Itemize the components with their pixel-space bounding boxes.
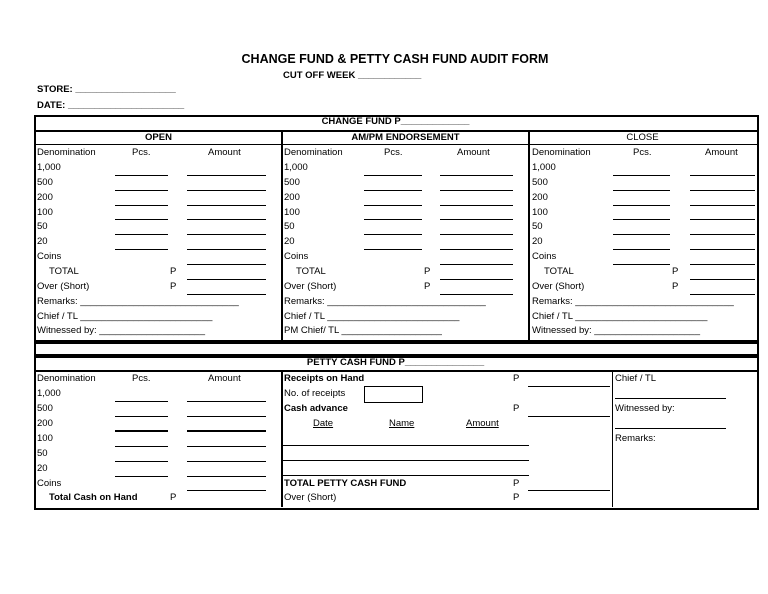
divider: [612, 371, 613, 507]
total-cash-label: Total Cash on Hand: [49, 492, 138, 503]
pcs-line[interactable]: [364, 205, 422, 206]
amount-line[interactable]: [187, 430, 266, 432]
denom-200: 200: [284, 192, 300, 203]
over-short-label: Over (Short): [37, 281, 90, 292]
col-pcs: Pcs.: [132, 373, 151, 384]
denom-1000: 1,000: [37, 388, 61, 399]
over-short-label: Over (Short): [284, 492, 337, 503]
denom-100: 100: [284, 207, 300, 218]
pcs-line[interactable]: [115, 401, 168, 402]
denom-1000: 1,000: [532, 162, 556, 173]
pcs-line[interactable]: [115, 476, 168, 477]
pcs-line[interactable]: [115, 430, 168, 432]
pcs-line[interactable]: [364, 219, 422, 220]
denom-200: 200: [37, 192, 53, 203]
amount-line[interactable]: [690, 175, 755, 176]
amount-line[interactable]: [440, 249, 513, 250]
chief-tl-field[interactable]: Chief / TL _________________________: [532, 311, 708, 322]
denom-500: 500: [284, 177, 300, 188]
amount-line[interactable]: [187, 294, 266, 295]
chief-tl-label: Chief / TL: [615, 373, 657, 384]
peso-sign: P: [672, 266, 679, 277]
pcs-line[interactable]: [613, 190, 670, 191]
witnessed-line[interactable]: [615, 428, 726, 429]
pcs-line[interactable]: [613, 205, 670, 206]
denom-coins: Coins: [284, 251, 309, 262]
denom-20: 20: [37, 236, 48, 247]
amount-line[interactable]: [187, 234, 266, 235]
divider: [34, 370, 757, 372]
col-denomination: Denomination: [532, 147, 591, 158]
amount-line[interactable]: [690, 279, 755, 280]
amount-line[interactable]: [528, 416, 610, 417]
section-title: AM/PM ENDORSEMENT: [351, 132, 460, 143]
col-pcs: Pcs.: [132, 147, 151, 158]
amount-line[interactable]: [690, 205, 755, 206]
col-amount: Amount: [457, 147, 490, 158]
amount-line[interactable]: [187, 476, 266, 477]
amount-line[interactable]: [440, 219, 513, 220]
divider: [281, 130, 283, 341]
col-date: Date: [313, 418, 334, 429]
amount-line[interactable]: [187, 249, 266, 250]
denom-50: 50: [532, 221, 543, 232]
amount-line[interactable]: [690, 249, 755, 250]
over-short-label: Over (Short): [532, 281, 585, 292]
denom-20: 20: [284, 236, 295, 247]
amount-line[interactable]: [187, 264, 266, 265]
pcs-line[interactable]: [115, 175, 168, 176]
denom-500: 500: [532, 177, 548, 188]
pm-chief-field[interactable]: PM Chief/ TL ___________________: [284, 325, 442, 336]
amount-line[interactable]: [187, 175, 266, 176]
pcs-line[interactable]: [364, 234, 422, 235]
section-title: CLOSE: [626, 132, 659, 143]
pcs-line[interactable]: [115, 249, 168, 250]
pcs-line[interactable]: [115, 416, 168, 417]
amount-line[interactable]: [440, 279, 513, 280]
pcs-line[interactable]: [115, 446, 168, 447]
denom-coins: Coins: [37, 478, 62, 489]
witnessed-field[interactable]: Witnessed by: ____________________: [532, 325, 700, 336]
denom-200: 200: [532, 192, 548, 203]
no-of-receipts-label: No. of receipts: [284, 388, 346, 399]
remarks-field[interactable]: Remarks: ______________________________: [284, 296, 486, 307]
peso-sign: P: [424, 266, 431, 277]
col-denomination: Denomination: [37, 147, 96, 158]
receipts-on-hand-label: Receipts on Hand: [284, 373, 365, 384]
cutoff-week: CUT OFF WEEK ____________: [283, 70, 422, 81]
peso-sign: P: [170, 281, 177, 292]
denom-50: 50: [284, 221, 295, 232]
amount-line[interactable]: [690, 294, 755, 295]
amount-line[interactable]: [690, 234, 755, 235]
amount-line[interactable]: [440, 294, 513, 295]
denom-coins: Coins: [532, 251, 557, 262]
amount-line[interactable]: [187, 279, 266, 280]
witnessed-label: Witnessed by:: [615, 403, 675, 414]
pcs-line[interactable]: [613, 234, 670, 235]
pcs-line[interactable]: [115, 234, 168, 235]
date-field[interactable]: DATE: ______________________: [37, 100, 185, 111]
amount-line[interactable]: [187, 219, 266, 220]
denom-1000: 1,000: [284, 162, 308, 173]
amount-line[interactable]: [440, 205, 513, 206]
pcs-line[interactable]: [613, 219, 670, 220]
remarks-field[interactable]: Remarks: ______________________________: [532, 296, 734, 307]
pcs-line[interactable]: [115, 461, 168, 462]
amount-line[interactable]: [440, 190, 513, 191]
peso-sign: P: [513, 492, 520, 503]
peso-sign: P: [513, 478, 520, 489]
denom-20: 20: [532, 236, 543, 247]
chief-tl-field[interactable]: Chief / TL _________________________: [284, 311, 460, 322]
amount-line[interactable]: [187, 401, 266, 402]
pcs-line[interactable]: [364, 190, 422, 191]
peso-sign: P: [424, 281, 431, 292]
denom-500: 500: [37, 177, 53, 188]
no-of-receipts-input[interactable]: [364, 386, 423, 403]
remarks-field[interactable]: Remarks: ______________________________: [37, 296, 239, 307]
col-amount: Amount: [466, 418, 499, 429]
pcs-line[interactable]: [364, 175, 422, 176]
amount-line[interactable]: [187, 461, 266, 462]
total-label: TOTAL: [49, 266, 79, 277]
form-title: CHANGE FUND & PETTY CASH FUND AUDIT FORM: [241, 52, 549, 66]
denom-50: 50: [37, 221, 48, 232]
total-label: TOTAL: [296, 266, 326, 277]
col-name: Name: [389, 418, 415, 429]
denom-100: 100: [532, 207, 548, 218]
amount-line[interactable]: [187, 205, 266, 206]
col-denomination: Denomination: [284, 147, 343, 158]
divider: [528, 130, 530, 341]
advance-line[interactable]: [283, 475, 529, 476]
chief-tl-line[interactable]: [615, 398, 726, 399]
total-label: TOTAL: [544, 266, 574, 277]
pcs-line[interactable]: [613, 264, 670, 265]
amount-line[interactable]: [528, 490, 610, 491]
cash-advance-label: Cash advance: [284, 403, 348, 414]
peso-sign: P: [513, 403, 520, 414]
amount-line[interactable]: [440, 175, 513, 176]
pcs-line[interactable]: [115, 190, 168, 191]
divider: [34, 144, 757, 145]
denom-200: 200: [37, 418, 53, 429]
amount-line[interactable]: [690, 219, 755, 220]
amount-line[interactable]: [528, 386, 610, 387]
col-amount: Amount: [705, 147, 738, 158]
amount-line[interactable]: [187, 446, 266, 447]
denom-500: 500: [37, 403, 53, 414]
peso-sign: P: [672, 281, 679, 292]
amount-line[interactable]: [187, 190, 266, 191]
pcs-line[interactable]: [115, 205, 168, 206]
store-field[interactable]: STORE: ___________________: [37, 84, 176, 95]
pcs-line[interactable]: [115, 219, 168, 220]
denom-50: 50: [37, 448, 48, 459]
amount-line[interactable]: [440, 264, 513, 265]
pcs-line[interactable]: [364, 249, 422, 250]
chief-tl-field[interactable]: Chief / TL _________________________: [37, 311, 213, 322]
over-short-label: Over (Short): [284, 281, 337, 292]
amount-line[interactable]: [187, 416, 266, 417]
peso-sign: P: [513, 373, 520, 384]
col-pcs: Pcs.: [633, 147, 652, 158]
petty-cash-header: PETTY CASH FUND P_______________: [306, 357, 485, 368]
col-denomination: Denomination: [37, 373, 96, 384]
denom-100: 100: [37, 207, 53, 218]
advance-line[interactable]: [283, 445, 529, 446]
section-title: OPEN: [145, 132, 172, 143]
amount-line[interactable]: [440, 234, 513, 235]
col-amount: Amount: [208, 373, 241, 384]
advance-line[interactable]: [283, 460, 529, 461]
col-pcs: Pcs.: [384, 147, 403, 158]
change-fund-header: CHANGE FUND P_____________: [321, 116, 470, 127]
denom-1000: 1,000: [37, 162, 61, 173]
pcs-line[interactable]: [613, 175, 670, 176]
amount-line[interactable]: [187, 490, 266, 491]
denom-20: 20: [37, 463, 48, 474]
denom-coins: Coins: [37, 251, 62, 262]
divider: [281, 371, 283, 507]
peso-sign: P: [170, 492, 177, 503]
remarks-label: Remarks:: [615, 433, 656, 444]
witnessed-field[interactable]: Witnessed by: ____________________: [37, 325, 205, 336]
amount-line[interactable]: [690, 264, 755, 265]
pcs-line[interactable]: [613, 249, 670, 250]
total-pcf-label: TOTAL PETTY CASH FUND: [284, 478, 407, 489]
amount-line[interactable]: [690, 190, 755, 191]
col-amount: Amount: [208, 147, 241, 158]
peso-sign: P: [170, 266, 177, 277]
denom-100: 100: [37, 433, 53, 444]
